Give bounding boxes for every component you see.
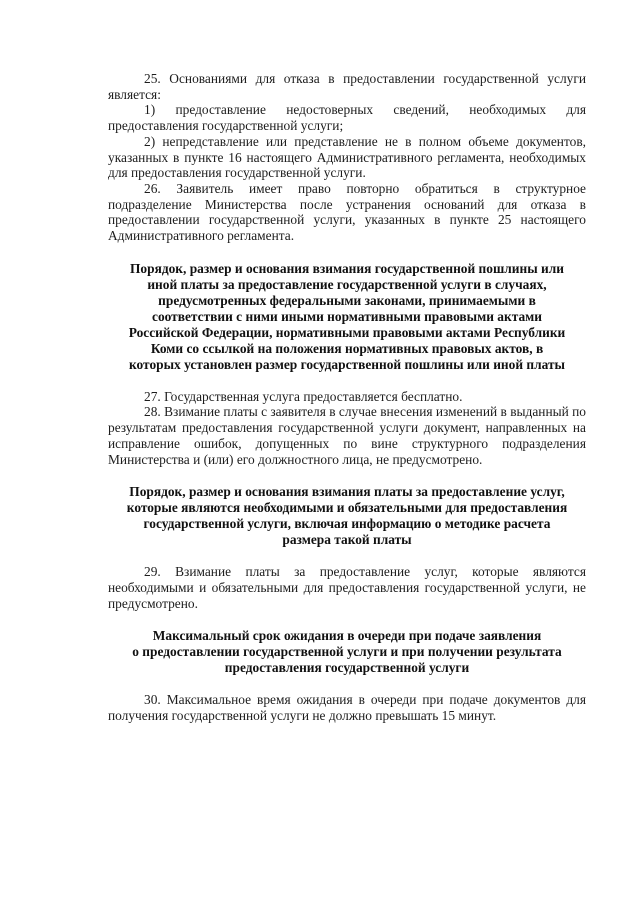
heading-line: которых установлен размер государственной пошлины или иной платы	[128, 356, 566, 372]
heading-line: Максимальный срок ожидания в очереди при подаче заявления	[152, 628, 542, 644]
heading-line: предусмотренных федеральными законами, принимаемыми в	[158, 292, 536, 308]
heading-line: которые являются необходимыми и обязательными для предоставления	[126, 500, 568, 516]
heading-line: соответствии с ними иными нормативными правовыми актами	[152, 308, 542, 324]
heading-line: размера такой платы	[282, 532, 412, 548]
heading-line: предоставления государственной услуги	[224, 660, 470, 676]
paragraph-27: 27. Государственная услуга предоставляется бесплатно.	[144, 388, 463, 404]
paragraph-30: 30. Максимальное время ожидания в очереди при подаче документов для получения государственной услуги не должно превышать 15 минут.	[108, 692, 586, 724]
paragraph-29: 29. Взимание платы за предоставление услуг, которые являются необходимыми и обязательными для предоставления государственной услуги, не предусмотрено.	[108, 564, 586, 611]
heading-line: иной платы за предоставление государственной услуги в случаях,	[147, 276, 547, 292]
heading-line: о предоставлении государственной услуги и при получении результата	[132, 644, 562, 660]
section-heading-state-fee	[108, 261, 586, 373]
paragraph-28: 28. Взимание платы с заявителя в случае внесения изменений в выданный по результатам предоставления государственной услуги документ, направленных на исправление ошибок, допущенных по вине структурного подразделения Министерства и (или) его должностного лица, не предусмотрено.	[108, 404, 586, 467]
heading-line: Российской Федерации, нормативными правовыми актами Республики	[128, 324, 566, 340]
section-heading-queue-time	[108, 628, 586, 676]
heading-line: Порядок, размер и основания взимания государственной пошлины или	[130, 260, 564, 276]
heading-line: государственной услуги, включая информацию о методике расчета	[143, 516, 551, 532]
paragraph-25-item-1: 1) предоставление недостоверных сведений, необходимых для предоставления государственной услуги;	[108, 102, 586, 134]
section-heading-services-fee	[108, 484, 586, 548]
heading-line: Порядок, размер и основания взимания платы за предоставление услуг,	[129, 484, 565, 500]
paragraph-25-item-2: 2) непредставление или представление не в полном объеме документов, указанных в пункте 16 настоящего Административного регламента, необходимых для предоставления государственной услуги.	[108, 133, 586, 181]
paragraph-26: 26. Заявитель имеет право повторно обратиться в структурное подразделение Министерства после устранения оснований для отказа в предоставлении государственной услуги, указанных в пункте 25 настоящего Административного регламента.	[108, 180, 586, 244]
heading-line: Коми со ссылкой на положения нормативных правовых актов, в	[150, 340, 544, 356]
paragraph-25: 25. Основаниями для отказа в предоставлении государственной услуги является:	[108, 71, 586, 102]
